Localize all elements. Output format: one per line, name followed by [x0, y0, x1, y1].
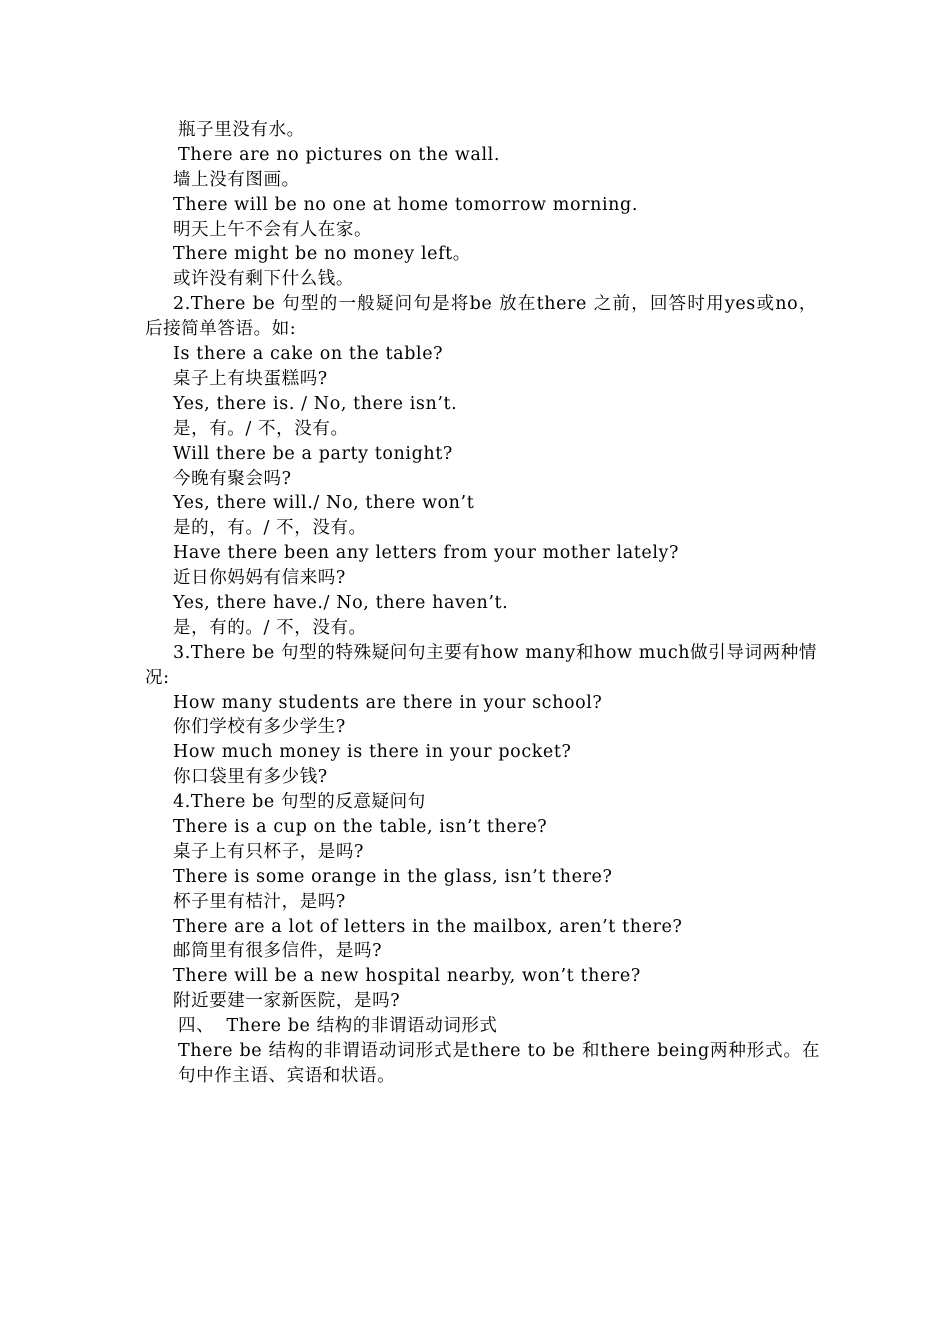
- text-line: 邮筒里有很多信件，是吗?: [173, 941, 383, 962]
- text-line: 是，有的。/ 不，没有。: [173, 617, 367, 638]
- paragraph-2: 2.There be 句型的一般疑问句是将be 放在there 之前，回答时用yes或no，后接简单答语。如:: [145, 294, 817, 340]
- text-line: 你口袋里有多少钱?: [173, 767, 328, 788]
- text-line: There is a cup on the table, isn’t there?: [173, 817, 548, 837]
- text-line: There might be no money left。: [173, 244, 471, 265]
- text-line: How much money is there in your pocket?: [173, 742, 572, 763]
- text-line: 是的，有。/ 不，没有。: [173, 518, 367, 539]
- text-line: Yes, there is. / No, there isn’t.: [173, 393, 458, 414]
- text-line: Yes, there will./ No, there won’t: [173, 493, 475, 514]
- text-line: Is there a cake on the table?: [173, 344, 444, 365]
- text-line: 瓶子里没有水。: [178, 120, 305, 140]
- section-heading: 四、 There be 结构的非谓语动词形式: [178, 1016, 498, 1037]
- text-line: 桌子上有只杯子，是吗?: [173, 841, 364, 862]
- text-line: 今晚有聚会吗?: [173, 468, 292, 489]
- text-line: 墙上没有图画。: [173, 169, 300, 190]
- paragraph-3: 3.There be 句型的特殊疑问句主要有how many和how much做引导词两种情况:: [145, 642, 817, 688]
- text-line: 附近要建一家新医院，是吗?: [173, 991, 401, 1012]
- text-line: 或许没有剩下什么钱。: [173, 269, 354, 290]
- document-body: [145, 118, 825, 1089]
- text-line: 明天上午不会有人在家。: [173, 219, 373, 240]
- text-line: Have there been any letters from your mother lately?: [173, 543, 679, 564]
- section-body: There be 结构的非谓语动词形式是there to be 和there being两种形式。在句中作主语、宾语和状语。: [178, 1041, 820, 1086]
- text-line: 桌子上有块蛋糕吗?: [173, 368, 328, 389]
- text-line: Will there be a party tonight?: [173, 443, 453, 464]
- text-line: There are a lot of letters in the mailbox, aren’t there?: [173, 916, 683, 937]
- text-line: 你们学校有多少学生?: [173, 717, 346, 738]
- text-line: There will be no one at home tomorrow morning.: [173, 194, 638, 215]
- text-line: 近日你妈妈有信来吗?: [173, 568, 346, 589]
- text-line: How many students are there in your school?: [173, 692, 603, 713]
- text-line: There are no pictures on the wall.: [178, 144, 501, 165]
- text-line: Yes, there have./ No, there haven’t.: [173, 592, 509, 613]
- text-line: There will be a new hospital nearby, won’t there?: [173, 966, 641, 987]
- text-line: 杯子里有桔汁，是吗?: [173, 891, 346, 912]
- text-line: 是，有。/ 不，没有。: [173, 418, 349, 439]
- text-line: There is some orange in the glass, isn’t there?: [173, 866, 613, 887]
- heading-4: 4.There be 句型的反意疑问句: [173, 792, 426, 813]
